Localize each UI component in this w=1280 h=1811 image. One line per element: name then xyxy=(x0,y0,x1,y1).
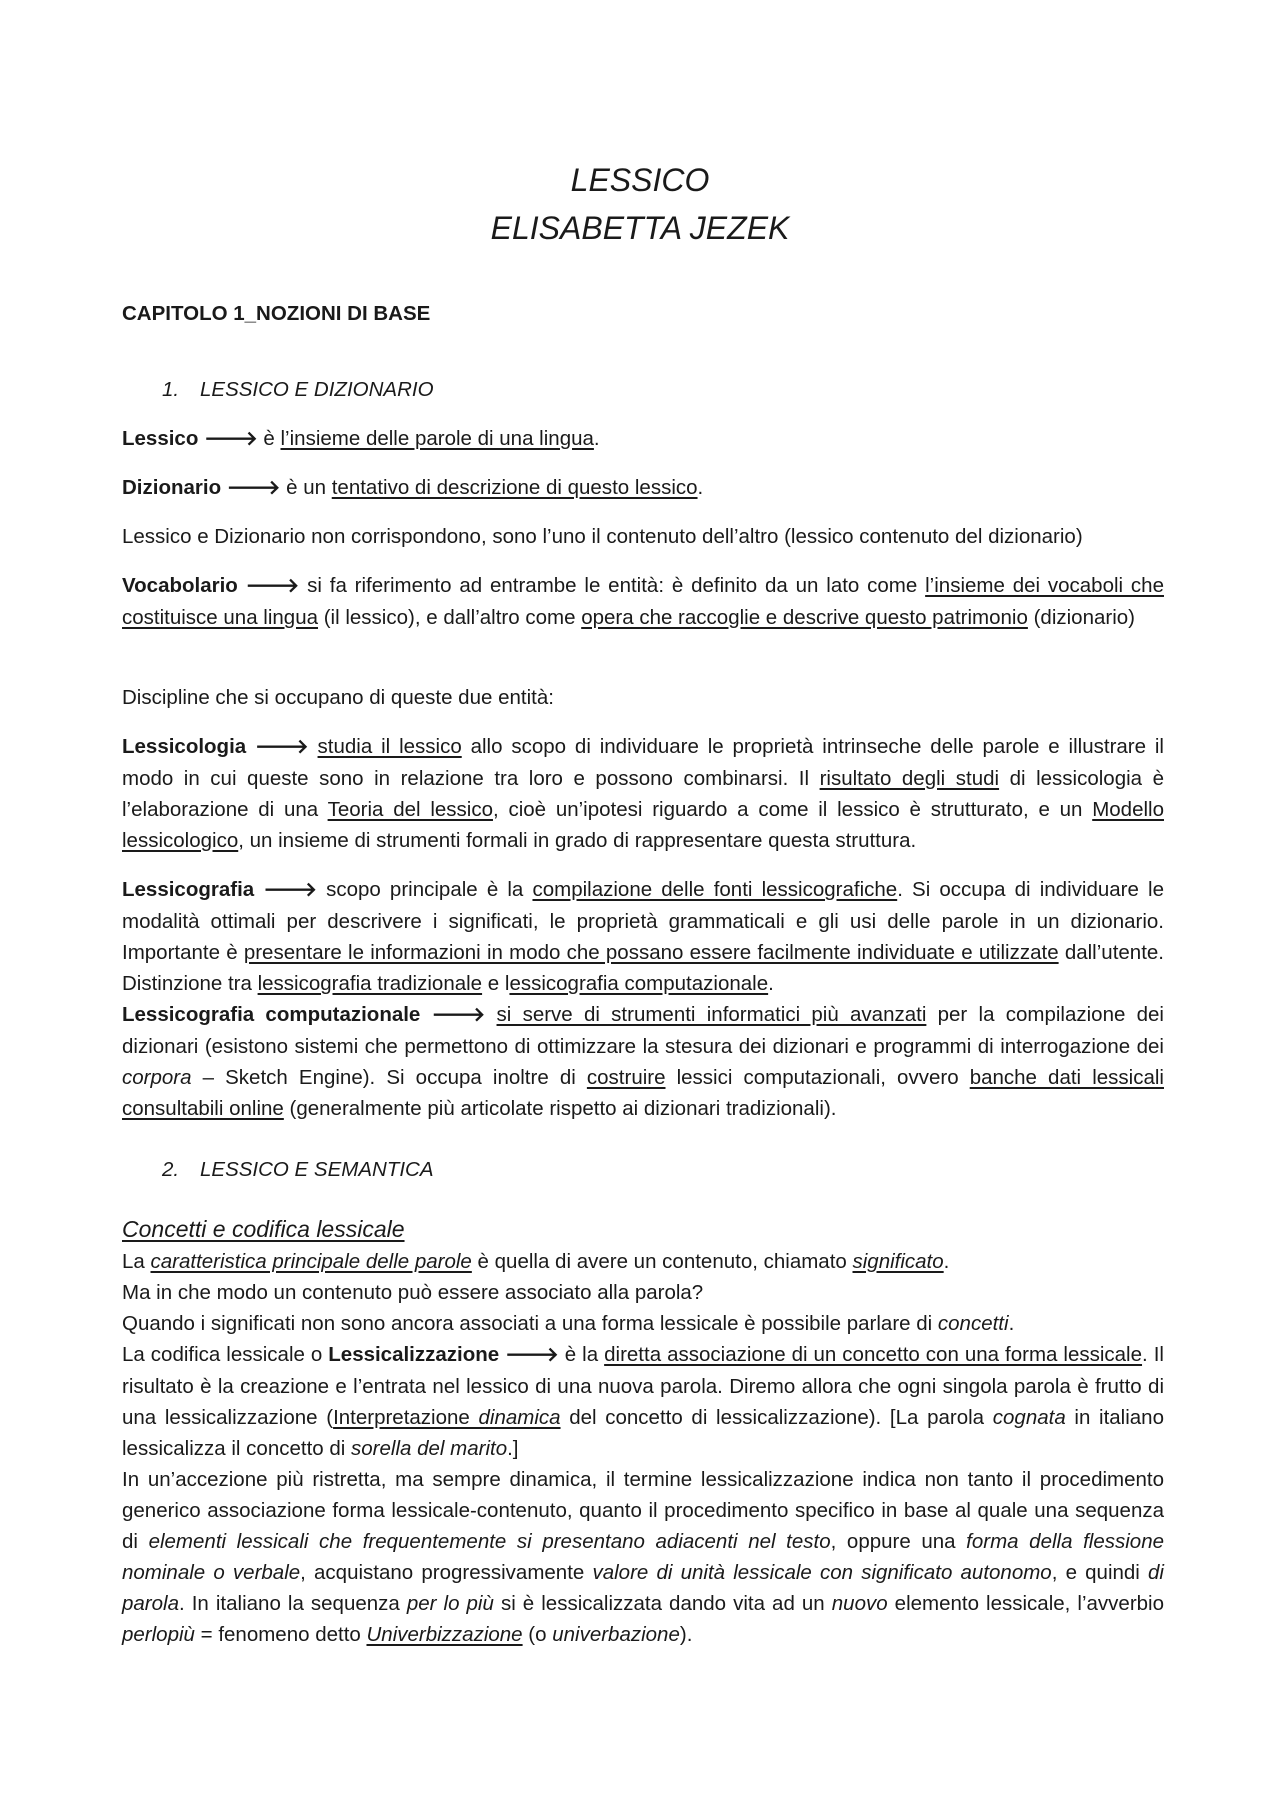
section-title: LESSICO E SEMANTICA xyxy=(200,1158,434,1181)
italic-text: forma della flessione nominale o verbale xyxy=(122,1530,1165,1584)
text: .] xyxy=(507,1437,519,1460)
underlined-text: costruire xyxy=(586,1066,666,1089)
text: . xyxy=(1008,1312,1015,1335)
text: . xyxy=(943,1250,950,1273)
underlined-text: essicografia computazionale xyxy=(509,972,769,995)
text: . Il risultato è la creazione e l’entrata nel lessico di una nuova parola. Diremo allora che ogni singola parola è frutto di una lessicalizzazione ( xyxy=(122,1343,1164,1429)
term: Lessicologia xyxy=(122,735,247,758)
underlined-text: compilazione delle fonti lessicografiche xyxy=(532,878,898,901)
term: Vocabolario xyxy=(122,574,238,597)
text: , un insieme di strumenti formali in grado di rappresentare questa struttura. xyxy=(238,829,917,852)
section-2-body xyxy=(122,1212,1164,1650)
chapter-heading: CAPITOLO 1_NOZIONI DI BASE xyxy=(122,302,431,325)
underlined-italic-text: significato xyxy=(852,1250,944,1273)
italic-text: di parola xyxy=(122,1561,1164,1615)
text: è quella di avere un contenuto, chiamato xyxy=(471,1250,853,1273)
document-title xyxy=(0,156,1280,252)
arrow-right-icon: 🡒 xyxy=(204,428,258,450)
text: in italiano lessicalizza il concetto di xyxy=(122,1406,1164,1460)
text: In un’accezione più ristretta, ma sempre dinamica, il termine lessicalizzazione indica non tanto il procedimento generico associazione forma lessicale-contenuto, quanto il procedimento specifico in base al quale una sequenza di xyxy=(122,1468,1164,1553)
paragraph-dizionario xyxy=(122,472,1164,504)
text: (generalmente più articolate rispetto ai dizionari tradizionali). xyxy=(283,1097,837,1120)
text: è xyxy=(257,427,281,450)
italic-text: corpora xyxy=(122,1066,192,1089)
text: è un xyxy=(280,476,332,499)
underlined-text: Modello lessicologico xyxy=(122,798,1164,852)
arrow-right-icon: 🡒 xyxy=(245,575,300,597)
subheading: Concetti e codifica lessicale xyxy=(122,1216,405,1242)
arrow-right-icon: 🡒 xyxy=(255,736,309,758)
text: (il lessico), e dall’altro come xyxy=(318,606,582,629)
underlined-text: presentare le informazioni in modo che possano essere facilmente individuate e utilizzate xyxy=(243,941,1059,964)
italic-text: cognata xyxy=(992,1406,1066,1429)
text: del concetto di lessicalizzazione). [La parola xyxy=(560,1406,993,1429)
underlined-text: tentativo di descrizione di questo lessico xyxy=(331,476,698,499)
underlined-text: Interpretazione xyxy=(333,1406,479,1429)
text: , acquistano progressivamente xyxy=(300,1561,593,1584)
text: La xyxy=(122,1250,151,1273)
text: . xyxy=(768,972,774,995)
text: , e quindi xyxy=(1051,1561,1149,1584)
section-title: LESSICO E DIZIONARIO xyxy=(200,378,434,401)
paragraph-lessico xyxy=(122,423,1164,455)
text: allo scopo di individuare le proprietà intrinseche delle parole e illustrare il modo in cui queste sono in relazione tra loro e possono combinarsi. Il xyxy=(122,735,1164,790)
paragraph-lessicografia-computazionale xyxy=(122,999,1164,1124)
section-number: 2. xyxy=(162,1158,180,1181)
arrow-right-icon: 🡒 xyxy=(431,1004,486,1026)
italic-text: valore di unità lessicale con significato autonomo xyxy=(592,1561,1052,1584)
text: , cioè un’ipotesi riguardo a come il lessico è strutturato, e un xyxy=(492,798,1093,821)
term: Lessicografia computazionale xyxy=(122,1003,421,1026)
underlined-text: risultato degli studi xyxy=(819,767,1000,790)
underlined-text: diretta associazione di un concetto con una forma lessicale xyxy=(604,1343,1143,1366)
underlined-text: opera che raccoglie e descrive questo patrimonio xyxy=(581,606,1028,629)
term: Lessicalizzazione xyxy=(328,1343,500,1366)
text: lessici computazionali, ovvero xyxy=(665,1066,970,1089)
underlined-text: l’insieme delle parole di una lingua xyxy=(280,427,594,450)
arrow-right-icon: 🡒 xyxy=(505,1344,559,1366)
text: (o xyxy=(522,1623,553,1646)
italic-text: nuovo xyxy=(831,1592,888,1615)
underlined-italic-text: Univerbizzazione xyxy=(366,1623,523,1646)
term: Lessico xyxy=(122,427,199,450)
underlined-text: Teoria del lessico xyxy=(327,798,493,821)
text: , oppure una xyxy=(830,1530,967,1553)
title-line-2: ELISABETTA JEZEK xyxy=(490,210,790,246)
text: è la xyxy=(558,1343,605,1366)
underlined-text: si serve di strumenti informatici più avanzati xyxy=(496,1003,927,1026)
text: . In italiano la sequenza xyxy=(179,1592,407,1615)
paragraph-vocabolario xyxy=(122,570,1164,633)
text: scopo principale è la xyxy=(316,878,533,901)
underlined-italic-text: dinamica xyxy=(478,1406,561,1429)
underlined-italic-text: caratteristica principale delle parole xyxy=(150,1250,472,1273)
italic-text: sorella del marito xyxy=(351,1437,508,1460)
text: si fa riferimento ad entrambe le entità: è definito da un lato come xyxy=(299,574,926,597)
text: di lessicologia è l’elaborazione di una xyxy=(122,767,1164,821)
text: Lessico e Dizionario non corrispondono, sono l’uno il contenuto dell’altro (lessico contenuto del dizionario) xyxy=(122,525,1083,548)
italic-text: per lo più xyxy=(406,1592,494,1615)
text: La codifica lessicale o xyxy=(122,1343,329,1366)
text: Ma in che modo un contenuto può essere associato alla parola? xyxy=(122,1281,704,1304)
text: . Si occupa di individuare le modalità ottimali per descrivere i significati, le proprietà grammaticali e gli usi delle parole in un dizionario. Importante è xyxy=(122,878,1164,964)
underlined-text: studia il lessico xyxy=(317,735,462,758)
arrow-right-icon: 🡒 xyxy=(263,879,317,901)
text: ). xyxy=(679,1623,693,1646)
italic-text: univerbazione xyxy=(552,1623,680,1646)
paragraph-lessicografia xyxy=(122,874,1164,1124)
arrow-right-icon: 🡒 xyxy=(226,477,281,499)
term: Lessicografia xyxy=(122,878,255,901)
paragraph-lessicologia xyxy=(122,731,1164,856)
text: = fenomeno detto xyxy=(194,1623,367,1646)
section-heading-1 xyxy=(122,374,1164,405)
italic-text: perlopiù xyxy=(122,1623,195,1646)
section-number: 1. xyxy=(162,378,180,401)
text: dall’utente. Distinzione tra xyxy=(122,941,1164,995)
section-heading-2 xyxy=(122,1154,1164,1185)
paragraph-relation xyxy=(122,521,1164,552)
underlined-text: banche dati lessicali consultabili online xyxy=(122,1066,1164,1120)
term: Dizionario xyxy=(122,476,222,499)
text: (dizionario) xyxy=(1027,606,1135,629)
text: . xyxy=(697,476,704,499)
underlined-text: l’insieme dei vocaboli che costituisce una lingua xyxy=(122,574,1164,629)
italic-text: elementi lessicali che frequentemente si presentano adiacenti nel testo xyxy=(148,1530,831,1553)
paragraph-discipline xyxy=(122,682,1164,713)
text: si è lessicalizzata dando vita ad un xyxy=(493,1592,832,1615)
text: Quando i significati non sono ancora associati a una forma lessicale è possibile parlare di xyxy=(122,1312,938,1335)
text: per la compilazione dei dizionari (esistono sistemi che permettono di ottimizzare la stesura dei dizionari e programmi di interrogazione dei xyxy=(122,1003,1164,1058)
text: Discipline che si occupano di queste due entità: xyxy=(122,686,554,709)
title-line-1: LESSICO xyxy=(570,162,710,198)
text: elemento lessicale, l’avverbio xyxy=(887,1592,1165,1615)
text: – Sketch Engine). Si occupa inoltre di xyxy=(191,1066,587,1089)
underlined-text: lessicografia tradizionale xyxy=(257,972,483,995)
italic-text: concetti xyxy=(937,1312,1009,1335)
text: e l xyxy=(482,972,510,995)
text: . xyxy=(593,427,600,450)
